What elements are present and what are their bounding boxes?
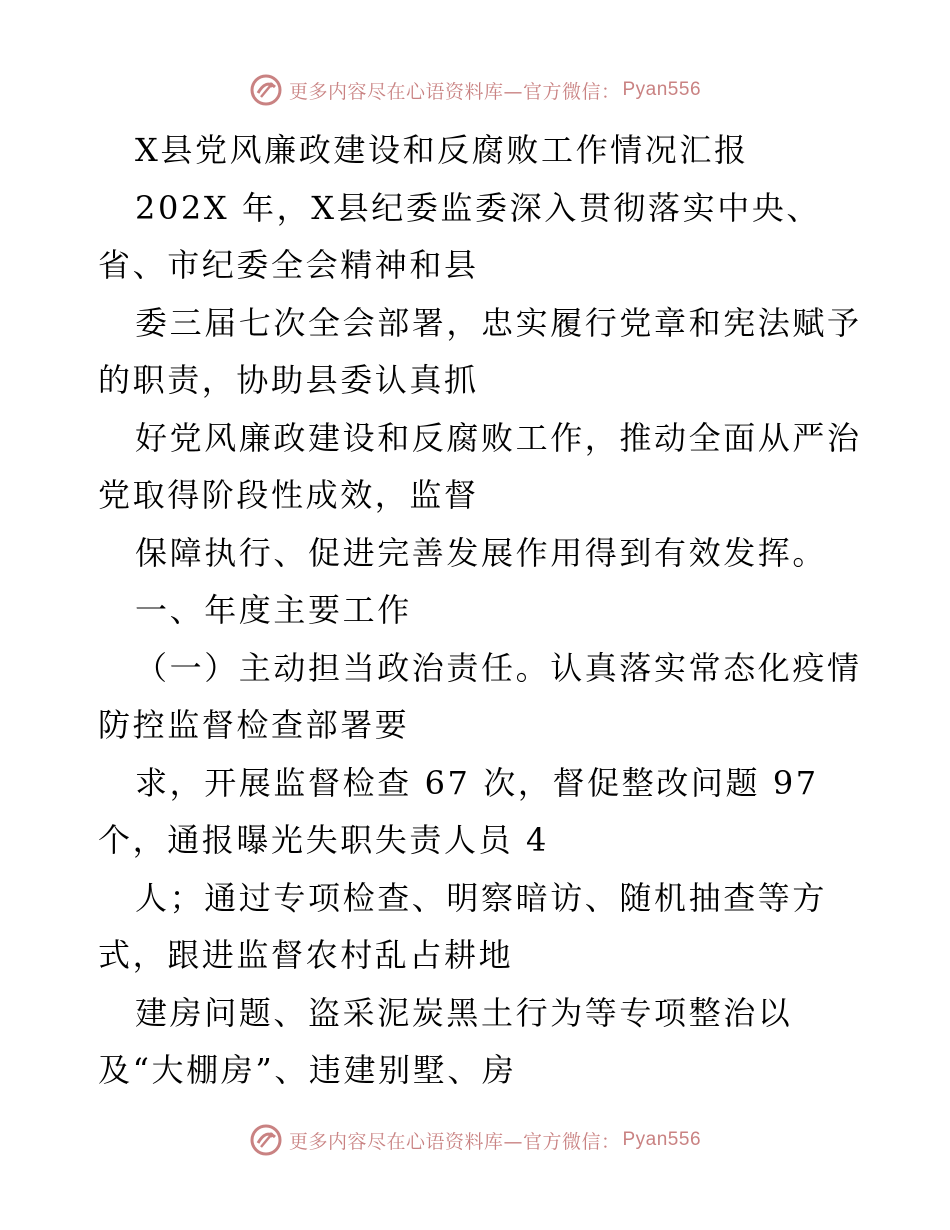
brain-logo-icon [249,73,283,107]
text-line: X县党风廉政建设和反腐败工作情况汇报 [135,131,749,169]
text-line: （一）主动担当政治责任。认真落实常态化疫情 [135,648,862,687]
header-watermark [0,70,950,110]
text-line: 省、市纪委全会精神和县 [98,246,479,284]
text-line: 个，通报曝光失职失责人员 4 [98,821,549,859]
text-line: 防控监督检查部署要 [98,706,410,744]
text-line: 的职责，协助县委认真抓 [98,361,479,399]
watermark-wechat-id: Pyan556 [622,79,702,100]
text-line: 202X 年，X县纪委监委深入贯彻落实中央、 [135,188,822,227]
watermark-text: 更多内容尽在心语资料库—官方微信： [288,1130,621,1153]
text-line: 求，开展监督检查 67 次，督促整改问题 97 [135,763,819,802]
text-line: 委三届七次全会部署，忠实履行党章和宪法赋予 [135,303,862,342]
text-line: 建房问题、盗采泥炭黑土行为等专项整治以 [135,993,793,1032]
text-line: 保障执行、促进完善发展作用得到有效发挥。 [135,533,828,572]
text-line: 好党风廉政建设和反腐败工作，推动全面从严治 [135,418,862,457]
text-line: 及“大棚房”、违建别墅、房 [98,1051,517,1089]
text-line: 式，跟进监督农村乱占耕地 [98,936,514,974]
footer-watermark [0,1120,950,1160]
text-line: 一、年度主要工作 [135,591,412,629]
watermark-text: 更多内容尽在心语资料库—官方微信： [288,80,621,103]
document-body [98,122,862,1100]
watermark-wechat-id: Pyan556 [622,1129,702,1150]
text-line: 人；通过专项检查、明察暗访、随机抽查等方 [135,878,828,917]
brain-logo-icon [249,1123,283,1157]
text-line: 党取得阶段性成效，监督 [98,476,479,514]
